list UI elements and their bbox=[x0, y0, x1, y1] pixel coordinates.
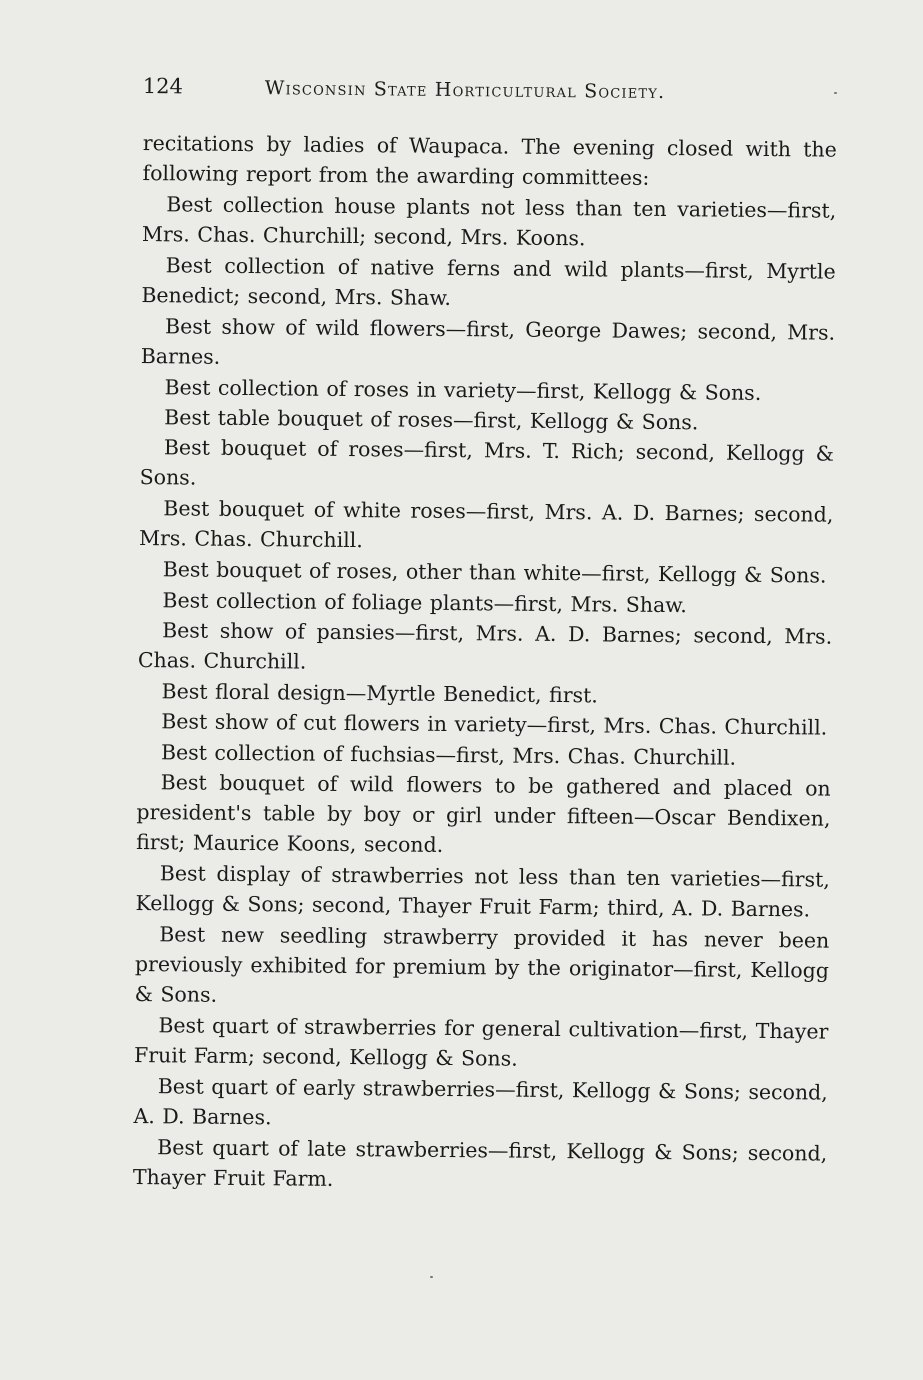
paragraph: recitations by ladies of Waupaca. The evening closed with the following report from the awarding committees: bbox=[142, 130, 837, 190]
paragraph: Best collection of fuchsias—first, Mrs. Chas. Churchill. bbox=[160, 740, 737, 770]
paragraph: Best display of strawberries not less than ten varieties—first, Kellogg & Sons; second, Thayer Fruit Farm; third, A. D. Barnes. bbox=[135, 861, 830, 922]
paragraph: Best quart of late strawberries—first, Kellogg & Sons; second, Thayer Fruit Farm. bbox=[132, 1135, 828, 1191]
paragraph: Best collection of native ferns and wild plants—first, Myrtle Benedict; second, Mrs. Shaw. bbox=[141, 253, 836, 310]
paragraph: Best show of wild flowers—first, George Dawes; second, Mrs. Barnes. bbox=[140, 314, 836, 369]
paper-speck bbox=[430, 1276, 433, 1278]
paragraph: Best table bouquet of roses—first, Kellogg & Sons. bbox=[164, 405, 699, 435]
paragraph: Best bouquet of roses, other than white—first, Kellogg & Sons. bbox=[162, 557, 827, 588]
paragraph: Best collection of foliage plants—first, Mrs. Shaw. bbox=[162, 588, 687, 618]
paper-speck bbox=[834, 92, 837, 94]
paragraph: Best quart of early strawberries—first, Kellogg & Sons; second, A. D. Barnes. bbox=[133, 1074, 828, 1130]
page-body bbox=[133, 128, 837, 1200]
paragraph: Best bouquet of white roses—first, Mrs. A. D. Barnes; second, Mrs. Chas. Churchill. bbox=[138, 496, 834, 553]
paragraph: Best bouquet of wild flowers to be gathered and placed on president's table by boy or girl under fifteen—Oscar Bendixen, first; Maurice Koons, second. bbox=[136, 770, 831, 857]
paragraph: Best bouquet of roses—first, Mrs. T. Rich; second, Kellogg & Sons. bbox=[139, 435, 835, 490]
page-number: 124 bbox=[142, 73, 184, 99]
running-title: Wisconsin State Horticultural Society. bbox=[264, 77, 666, 104]
paragraph: Best quart of strawberries for general cultivation—first, Thayer Fruit Farm; second, Kellogg & Sons. bbox=[133, 1013, 829, 1071]
paragraph: Best collection of roses in variety—first, Kellogg & Sons. bbox=[164, 375, 762, 405]
paragraph: Best floral design—Myrtle Benedict, first. bbox=[161, 679, 598, 708]
paragraph: Best show of pansies—first, Mrs. A. D. Barnes; second, Mrs. Chas. Churchill. bbox=[137, 618, 833, 674]
paragraph: Best show of cut flowers in variety—first, Mrs. Chas. Churchill. bbox=[161, 709, 828, 740]
paragraph: Best collection house plants not less than ten varieties—first, Mrs. Chas. Churchill; second, Mrs. Koons. bbox=[141, 192, 837, 251]
paragraph: Best new seedling strawberry provided it has never been previously exhibited for premium by the originator—first, Kellogg & Sons. bbox=[134, 922, 830, 1007]
page-header bbox=[143, 68, 783, 114]
